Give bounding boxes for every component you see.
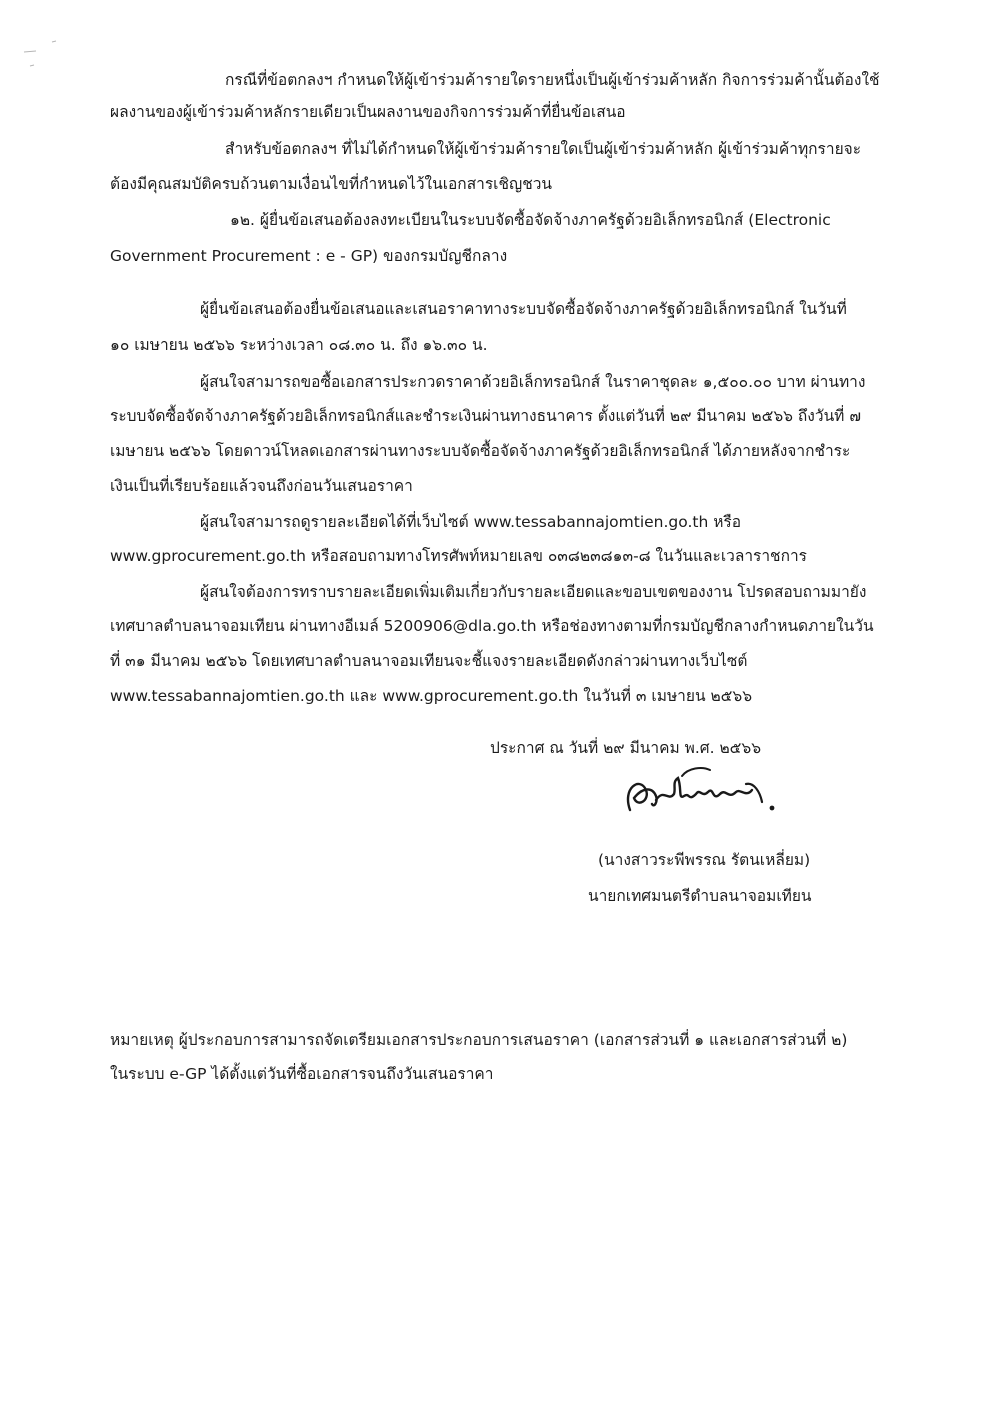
clause-12-line-1: ๑๒. ผู้ยื่นข้อเสนอต้องลงทะเบียนในระบบจัดซื้อจัดจ้างภาครัฐด้วยอิเล็กทรอนิกส์ (Electronic (230, 211, 831, 229)
signer-title: นายกเทศมนตรีตำบลนาจอมเทียน (588, 887, 812, 905)
para-no-lead-line-1: สำหรับข้อตกลงฯ ที่ไม่ได้กำหนดให้ผู้เข้าร่วมค้ารายใดเป็นผู้เข้าร่วมค้าหลัก ผู้เข้าร่วมค้าทุกรายจะ (225, 140, 862, 158)
clause-12-line-2: Government Procurement : e - GP) ของกรมบัญชีกลาง (110, 247, 508, 265)
para-no-lead-line-2: ต้องมีคุณสมบัติครบถ้วนตามเงื่อนไขที่กำหนดไว้ในเอกสารเชิญชวน (110, 175, 553, 193)
purchase-docs-line-2: ระบบจัดซื้อจัดจ้างภาครัฐด้วยอิเล็กทรอนิกส์และชำระเงินผ่านทางธนาคาร ตั้งแต่วันที่ ๒๙ มีนาคม ๒๕๖๖ ถึงวันที่ ๗ (110, 407, 861, 425)
submission-line-1: ผู้ยื่นข้อเสนอต้องยื่นข้อเสนอและเสนอราคาทางระบบจัดซื้อจัดจ้างภาครัฐด้วยอิเล็กทรอนิกส์ ในวันที่ (200, 300, 847, 318)
submission-line-2: ๑๐ เมษายน ๒๕๖๖ ระหว่างเวลา ๐๘.๓๐ น. ถึง ๑๖.๓๐ น. (110, 336, 488, 354)
announcement-date: ประกาศ ณ วันที่ ๒๙ มีนาคม พ.ศ. ๒๕๖๖ (490, 739, 762, 757)
inquiry-line-3: ที่ ๓๑ มีนาคม ๒๕๖๖ โดยเทศบาลตำบลนาจอมเทียนจะชี้แจงรายละเอียดดังกล่าวผ่านทางเว็บไซต์ (110, 652, 748, 670)
website-info-line-1: ผู้สนใจสามารถดูรายละเอียดได้ที่เว็บไซต์ www.tessabannajomtien.go.th หรือ (200, 513, 742, 531)
inquiry-line-1: ผู้สนใจต้องการทราบรายละเอียดเพิ่มเติมเกี่ยวกับรายละเอียดและขอบเขตของงาน โปรดสอบถามมายัง (200, 583, 867, 601)
note-line-2: ในระบบ e-GP ได้ตั้งแต่วันที่ซื้อเอกสารจนถึงวันเสนอราคา (110, 1065, 494, 1083)
inquiry-line-4: www.tessabannajomtien.go.th และ www.gprocurement.go.th ในวันที่ ๓ เมษายน ๒๕๖๖ (110, 687, 753, 705)
para-joint-venture-line-2: ผลงานของผู้เข้าร่วมค้าหลักรายเดียวเป็นผลงานของกิจการร่วมค้าที่ยื่นข้อเสนอ (110, 103, 626, 121)
signature (612, 758, 812, 828)
website-info-line-2: www.gprocurement.go.th หรือสอบถามทางโทรศัพท์หมายเลข ๐๓๘๒๓๘๑๓-๘ ในวันและเวลาราชการ (110, 547, 807, 565)
purchase-docs-line-3: เมษายน ๒๕๖๖ โดยดาวน์โหลดเอกสารผ่านทางระบบจัดซื้อจัดจ้างภาครัฐด้วยอิเล็กทรอนิกส์ ได้ภายหลังจากชำระ (110, 442, 851, 460)
note-line-1: หมายเหตุ ผู้ประกอบการสามารถจัดเตรียมเอกสารประกอบการเสนอราคา (เอกสารส่วนที่ ๑ และเอกสารส่วนที่ ๒) (110, 1031, 848, 1049)
purchase-docs-line-1: ผู้สนใจสามารถขอซื้อเอกสารประกวดราคาด้วยอิเล็กทรอนิกส์ ในราคาชุดละ ๑,๕๐๐.๐๐ บาท ผ่านทาง (200, 373, 866, 391)
purchase-docs-line-4: เงินเป็นที่เรียบร้อยแล้วจนถึงก่อนวันเสนอราคา (110, 477, 413, 495)
scan-mark (22, 40, 82, 80)
para-joint-venture-line-1: กรณีที่ข้อตกลงฯ กำหนดให้ผู้เข้าร่วมค้ารายใดรายหนึ่งเป็นผู้เข้าร่วมค้าหลัก กิจการร่วมค้านั้นต้องใช้ (225, 71, 880, 89)
inquiry-line-2: เทศบาลตำบลนาจอมเทียน ผ่านทางอีเมล์ 5200906@dla.go.th หรือช่องทางตามที่กรมบัญชีกลางกำหนดภายในวัน (110, 617, 874, 635)
signer-name: (นางสาวระพีพรรณ รัตนเหลี่ยม) (598, 851, 811, 869)
